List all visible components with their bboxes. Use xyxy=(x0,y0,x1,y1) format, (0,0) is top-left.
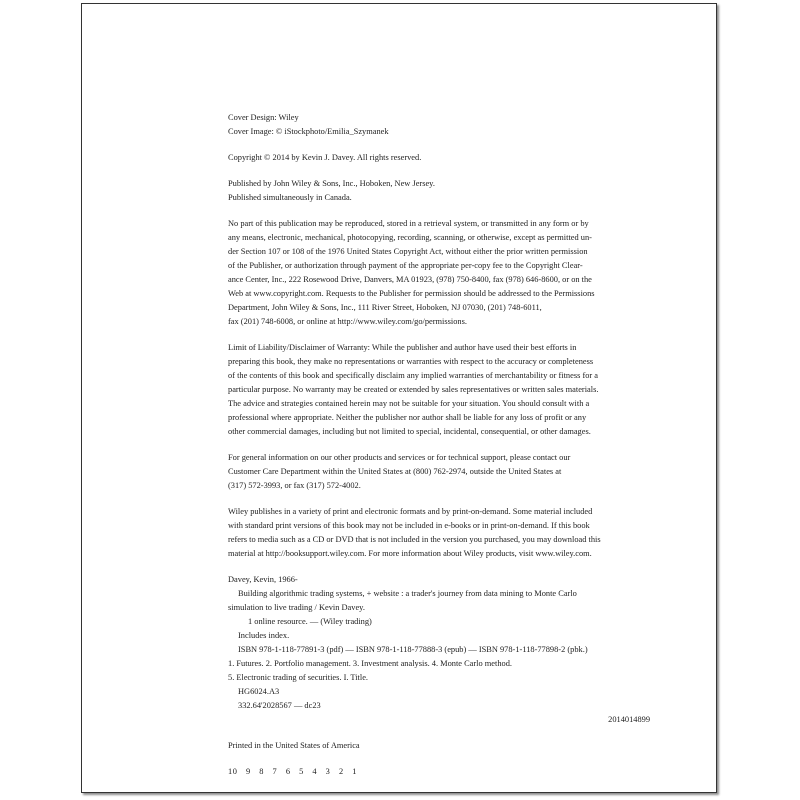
cip-index: Includes index. xyxy=(238,631,290,640)
reproduction-notice xyxy=(228,217,658,329)
publisher-line-2: Published simultaneously in Canada. xyxy=(228,193,352,202)
cip-subjects-line-1: 1. Futures. 2. Portfolio management. 3. Investment analysis. 4. Monte Carlo method. xyxy=(228,659,513,668)
formats-line: Wiley publishes in a variety of print and electronic formats and by print-on-demand. Some material included xyxy=(228,507,593,516)
formats-line: material at http://booksupport.wiley.com. For more information about Wiley products, visit www.wiley.com. xyxy=(228,549,592,558)
formats-line: refers to media such as a CD or DVD that is not included in the version you purchased, you may download this xyxy=(228,535,601,544)
printing-line-block xyxy=(228,765,658,779)
copyright-page-content xyxy=(228,111,658,779)
liability-line: professional where appropriate. Neither the publisher nor author shall be liable for any loss of profit or any xyxy=(228,413,587,422)
formats-notice xyxy=(228,505,658,561)
reproduction-line: ance Center, Inc., 222 Rosewood Drive, Danvers, MA 01923, (978) 750-8400, fax (978) 646-8600, or on the xyxy=(228,275,592,284)
formats-line: with standard print versions of this book may not be included in e-books or in print-on-demand. If this book xyxy=(228,521,590,530)
printing-line: 10 9 8 7 6 5 4 3 2 1 xyxy=(228,767,357,776)
reproduction-line: of the Publisher, or authorization through payment of the appropriate per-copy fee to the Copyright Clear- xyxy=(228,261,583,270)
cip-title-line-2: simulation to live trading / Kevin Davey. xyxy=(228,603,365,612)
cip-resource: 1 online resource. — (Wiley trading) xyxy=(248,617,372,626)
cip-lc-class: HG6024.A3 xyxy=(238,687,280,696)
credits-block xyxy=(228,111,658,139)
printed-in-block xyxy=(228,739,658,753)
cover-image-line: Cover Image: © iStockphoto/Emilia_Szymanek xyxy=(228,127,389,136)
support-info xyxy=(228,451,658,493)
liability-line: The advice and strategies contained herein may not be suitable for your situation. You should consult with a xyxy=(228,399,590,408)
cover-design-line: Cover Design: Wiley xyxy=(228,113,299,122)
liability-line: other commercial damages, including but not limited to special, incidental, consequential, or other damages. xyxy=(228,427,591,436)
reproduction-line: No part of this publication may be reproduced, stored in a retrieval system, or transmitted in any form or by xyxy=(228,219,589,228)
publisher-line-1: Published by John Wiley & Sons, Inc., Hoboken, New Jersey. xyxy=(228,179,435,188)
reproduction-line: der Section 107 or 108 of the 1976 United States Copyright Act, without either the prior written permission xyxy=(228,247,588,256)
printed-in-line: Printed in the United States of America xyxy=(228,741,360,750)
liability-line: particular purpose. No warranty may be created or extended by sales representatives or written sales materials. xyxy=(228,385,599,394)
cip-title-line-1: Building algorithmic trading systems, + website : a trader's journey from data mining to Monte Carlo xyxy=(238,589,577,598)
copyright-line: Copyright © 2014 by Kevin J. Davey. All rights reserved. xyxy=(228,153,422,162)
cip-record-number: 2014014899 xyxy=(608,715,650,724)
publisher-block xyxy=(228,177,658,205)
support-line: (317) 572-3993, or fax (317) 572-4002. xyxy=(228,481,361,490)
cip-record xyxy=(228,573,658,727)
copyright-block xyxy=(228,151,658,165)
liability-disclaimer xyxy=(228,341,658,439)
cip-dewey: 332.64'2028567 — dc23 xyxy=(238,701,321,710)
cip-author: Davey, Kevin, 1966- xyxy=(228,575,298,584)
reproduction-line: any means, electronic, mechanical, photocopying, recording, scanning, or otherwise, except as permitted un- xyxy=(228,233,592,242)
support-line: Customer Care Department within the United States at (800) 762-2974, outside the United States at xyxy=(228,467,562,476)
support-line: For general information on our other products and services or for technical support, please contact our xyxy=(228,453,571,462)
liability-line: Limit of Liability/Disclaimer of Warranty: While the publisher and author have used their best efforts in xyxy=(228,343,577,352)
liability-line: of the contents of this book and specifically disclaim any implied warranties of merchantability or fitness for a xyxy=(228,371,599,380)
reproduction-line: Web at www.copyright.com. Requests to the Publisher for permission should be addressed to the Permissions xyxy=(228,289,595,298)
cip-isbn: ISBN 978-1-118-77891-3 (pdf) — ISBN 978-1-118-77888-3 (epub) — ISBN 978-1-118-77898-2 (pbk.) xyxy=(238,645,588,654)
cip-subjects-line-2: 5. Electronic trading of securities. I. Title. xyxy=(228,673,369,682)
reproduction-line: Department, John Wiley & Sons, Inc., 111 River Street, Hoboken, NJ 07030, (201) 748-6011, xyxy=(228,303,542,312)
reproduction-line: fax (201) 748-6008, or online at http://www.wiley.com/go/permissions. xyxy=(228,317,467,326)
liability-line: preparing this book, they make no representations or warranties with respect to the accuracy or completeness xyxy=(228,357,594,366)
